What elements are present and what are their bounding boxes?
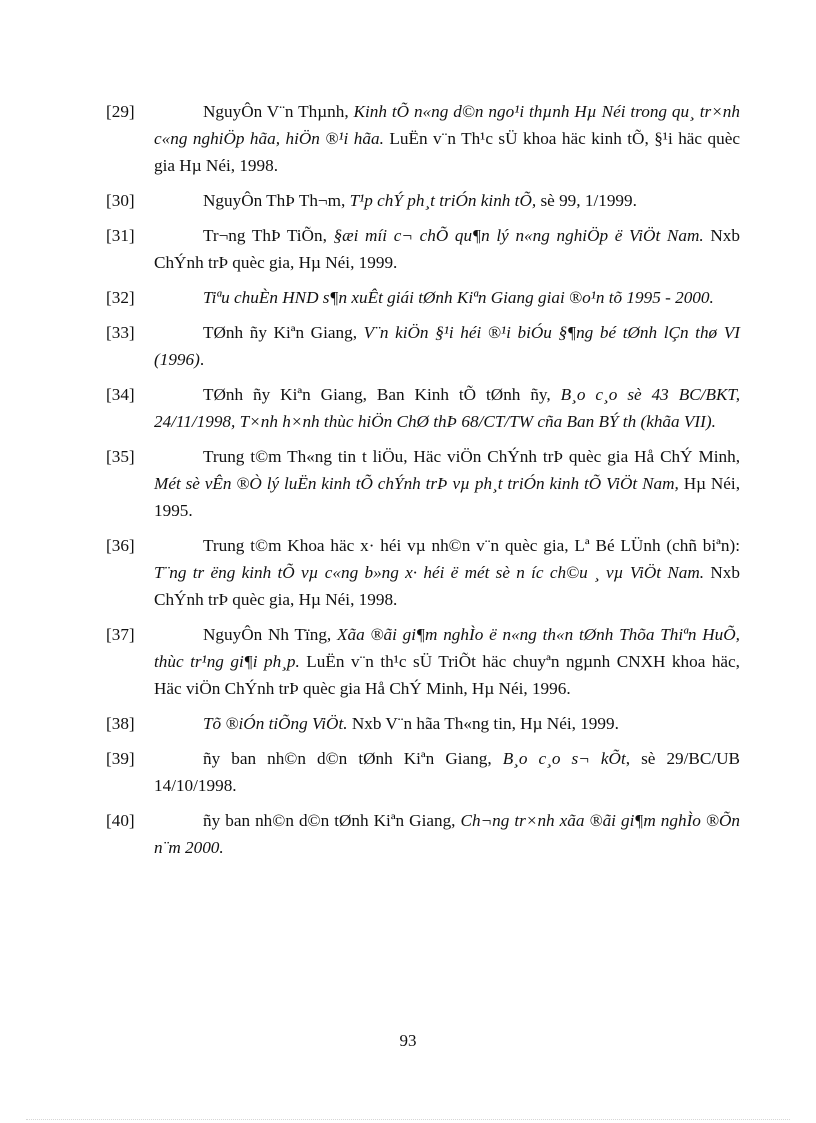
reference-segment: TØnh ñy Kiªn Giang, — [203, 323, 364, 342]
reference-title: Kinh tÕ n«ng d©n ngo¹i thµnh Hµ Néi trong qu¸ tr×nh c«ng nghiÖp hãa, hiÖn ®¹i hãa. — [154, 102, 740, 148]
reference-title: Xãa ®ãi gi¶m nghÌo ë n«ng th«n tØnh Thõa Thiªn HuÕ, thùc tr¹ng gi¶i ph¸p. — [154, 625, 740, 671]
reference-title: V¨n kiÖn §¹i héi ®¹i biÓu §¶ng bé tØnh lÇn thø VI (1996) — [154, 323, 740, 369]
reference-number: [33] — [106, 323, 135, 342]
reference-text — [154, 381, 740, 435]
reference-number: [32] — [106, 288, 135, 307]
reference-text — [154, 319, 740, 373]
reference-segment: Nxb ChÝnh trÞ quèc gia, Hµ Néi, 1998. — [154, 563, 740, 609]
reference-segment: Nxb ChÝnh trÞ quèc gia, Hµ Néi, 1999. — [154, 226, 740, 272]
reference-segment: NguyÔn Nh Tïng, — [203, 625, 337, 644]
reference-title: B¸o c¸o s¬ kÕt — [502, 749, 626, 768]
reference-item — [106, 381, 740, 435]
reference-number: [29] — [106, 102, 135, 121]
reference-segment: TØnh ñy Kiªn Giang, Ban Kinh tÕ tØnh ñy, — [203, 385, 561, 404]
reference-item — [106, 621, 740, 702]
reference-text — [154, 443, 740, 524]
reference-segment: Hµ Néi, 1995. — [154, 474, 741, 520]
reference-number: [34] — [106, 385, 135, 404]
reference-segment: Tr¬ng ThÞ TiÕn, — [203, 226, 334, 245]
reference-number: [35] — [106, 447, 135, 466]
reference-item — [106, 532, 740, 613]
reference-item — [106, 319, 740, 373]
reference-number: [38] — [106, 714, 135, 733]
reference-segment: sè 99, 1/1999. — [536, 191, 637, 210]
reference-segment: ñy ban nh©n d©n tØnh Kiªn Giang, — [203, 749, 503, 768]
reference-segment: NguyÔn V¨n Thµnh, — [203, 102, 354, 121]
reference-item — [106, 222, 740, 276]
reference-segment: NguyÔn ThÞ Th¬m, — [203, 191, 350, 210]
reference-number: [31] — [106, 226, 135, 245]
reference-title: T¹p chÝ ph¸t triÓn kinh tÕ, — [349, 191, 537, 210]
reference-text — [154, 710, 740, 737]
reference-number: [30] — [106, 191, 135, 210]
reference-text — [154, 187, 740, 214]
reference-text — [154, 284, 740, 311]
reference-item — [106, 710, 740, 737]
reference-item — [106, 443, 740, 524]
reference-title: Mét sè vÊn ®Ò lý luËn kinh tÕ chÝnh trÞ vµ ph¸t triÓn kinh tÕ ViÖt Nam, — [154, 474, 679, 493]
reference-item — [106, 187, 740, 214]
reference-segment: , sè 29/BC/UB 14/10/1998. — [154, 749, 741, 795]
reference-item — [106, 807, 740, 861]
reference-number: [39] — [106, 749, 135, 768]
reference-segment: . — [199, 350, 205, 369]
reference-title: Tiªu chuÈn HND s¶n xuÊt giái tØnh Kiªn Giang giai ®o¹n tõ 1995 - 2000. — [203, 288, 714, 307]
reference-segment: LuËn v¨n th¹c sÜ TriÕt häc chuyªn ngµnh CNXH khoa häc, Häc viÖn ChÝnh trÞ quèc gia Hå ChÝ Minh, Hµ Néi, 1996. — [154, 652, 740, 698]
reference-title: T¨ng tr ëng kinh tÕ vµ c«ng b»ng x· héi ë mét sè n íc ch©u ¸ vµ ViÖt Nam. — [154, 563, 705, 582]
reference-title: Ch¬ng tr×nh xãa ®ãi gi¶m nghÌo ®Õn n¨m 2000. — [154, 811, 740, 857]
reference-number: [37] — [106, 625, 135, 644]
reference-item — [106, 745, 740, 799]
reference-list — [106, 98, 740, 869]
reference-number: [40] — [106, 811, 135, 830]
page-bottom-rule — [26, 1119, 790, 1120]
reference-segment: ñy ban nh©n d©n tØnh Kiªn Giang, — [203, 811, 461, 830]
page-number: 93 — [399, 1031, 417, 1050]
reference-text — [154, 98, 740, 179]
reference-text — [154, 807, 740, 861]
reference-segment: Trung t©m Th«ng tin t liÖu, Häc viÖn ChÝnh trÞ quèc gia Hå ChÝ Minh, — [203, 447, 740, 466]
reference-title: §æi míi c¬ chÕ qu¶n lý n«ng nghiÖp ë ViÖt Nam. — [333, 226, 704, 245]
reference-number: [36] — [106, 536, 135, 555]
reference-title: B¸o c¸o sè 43 BC/BKT, 24/11/1998, T×nh h×nh thùc hiÖn ChØ thÞ 68/CT/TW cña Ban BÝ th (khãa VII). — [154, 385, 741, 431]
reference-text — [154, 222, 740, 276]
reference-text — [154, 621, 740, 702]
reference-title: Tõ ®iÓn tiÕng ViÖt. — [203, 714, 348, 733]
reference-segment: Nxb V¨n hãa Th«ng tin, Hµ Néi, 1999. — [347, 714, 619, 733]
reference-item — [106, 98, 740, 179]
reference-segment: Trung t©m Khoa häc x· héi vµ nh©n v¨n quèc gia, Lª Bé LÜnh (chñ biªn): — [203, 536, 740, 555]
reference-item — [106, 284, 740, 311]
reference-text — [154, 745, 740, 799]
reference-text — [154, 532, 740, 613]
reference-segment: LuËn v¨n Th¹c sÜ khoa häc kinh tÕ, §¹i häc quèc gia Hµ Néi, 1998. — [154, 129, 740, 175]
